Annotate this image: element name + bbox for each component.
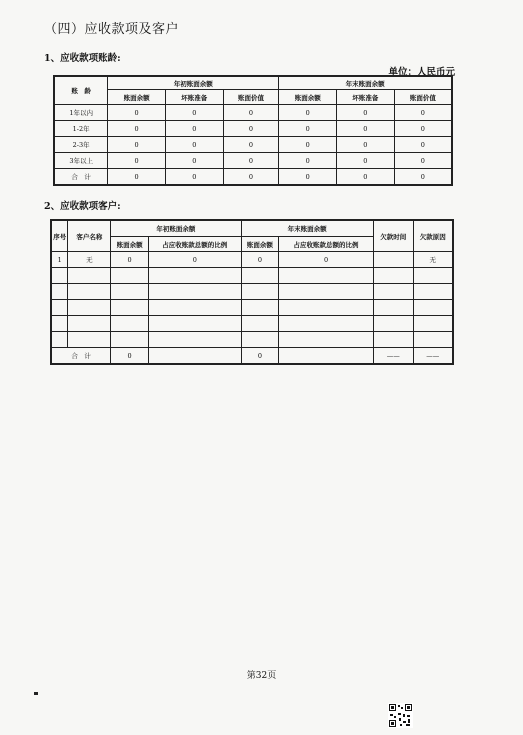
reason-col-header: 欠款原因 bbox=[413, 220, 453, 252]
page-number: 第32页 bbox=[246, 671, 277, 681]
col-header: 账面余额 bbox=[111, 237, 149, 252]
cell: 0 bbox=[241, 252, 279, 268]
row-label: 2-3年 bbox=[54, 137, 108, 153]
cell: 0 bbox=[394, 169, 452, 186]
table-row bbox=[51, 284, 453, 300]
cell: 0 bbox=[279, 252, 373, 268]
cell: 0 bbox=[165, 105, 223, 121]
row-label: 合 计 bbox=[51, 348, 111, 365]
cell: 0 bbox=[165, 153, 223, 169]
cell: 0 bbox=[337, 105, 395, 121]
table-row bbox=[54, 105, 452, 121]
col-header: 账面价值 bbox=[223, 90, 279, 105]
cell: 0 bbox=[394, 121, 452, 137]
cell: 0 bbox=[165, 121, 223, 137]
row-label: 合 计 bbox=[54, 169, 108, 186]
cell: 0 bbox=[223, 121, 279, 137]
col-header: 占应收账款总额的比例 bbox=[279, 237, 373, 252]
table-row bbox=[51, 252, 453, 268]
cell: 0 bbox=[108, 169, 166, 186]
cell: 0 bbox=[108, 121, 166, 137]
col-header: 坏账准备 bbox=[165, 90, 223, 105]
cell: —— bbox=[373, 348, 413, 365]
cell: 0 bbox=[223, 105, 279, 121]
time-col-header: 欠款时间 bbox=[373, 220, 413, 252]
cell: 1 bbox=[51, 252, 68, 268]
cell: 0 bbox=[165, 137, 223, 153]
cell: 0 bbox=[223, 137, 279, 153]
col-header: 账面余额 bbox=[279, 90, 337, 105]
aging-col-header: 账 龄 bbox=[54, 76, 108, 105]
cell: 0 bbox=[394, 105, 452, 121]
total-row bbox=[54, 169, 452, 186]
table-row bbox=[51, 300, 453, 316]
name-col-header: 客户名称 bbox=[68, 220, 111, 252]
cell: 0 bbox=[337, 169, 395, 186]
cell: 0 bbox=[241, 348, 279, 365]
begin-balance-group: 年初账面余额 bbox=[111, 220, 241, 237]
col-header: 账面余额 bbox=[108, 90, 166, 105]
cell: 0 bbox=[337, 121, 395, 137]
cell: 0 bbox=[279, 105, 337, 121]
col-header: 占应收账款总额的比例 bbox=[149, 237, 241, 252]
cell: 0 bbox=[394, 137, 452, 153]
cell: 0 bbox=[279, 121, 337, 137]
cell: 0 bbox=[394, 153, 452, 169]
table-row bbox=[54, 137, 452, 153]
cell: 0 bbox=[337, 153, 395, 169]
end-balance-group: 年末账面余额 bbox=[241, 220, 373, 237]
cell: 0 bbox=[108, 137, 166, 153]
cell: 0 bbox=[111, 252, 149, 268]
cell: —— bbox=[413, 348, 453, 365]
cell: 0 bbox=[108, 105, 166, 121]
table-row bbox=[51, 268, 453, 284]
row-label: 3年以上 bbox=[54, 153, 108, 169]
section-title: （四）应收款项及客户 bbox=[44, 22, 180, 37]
customers-heading: 2、应收款项客户: bbox=[44, 201, 121, 212]
seq-col-header: 序号 bbox=[51, 220, 68, 252]
qr-code-icon bbox=[388, 703, 413, 728]
table-row bbox=[54, 153, 452, 169]
customers-table bbox=[50, 219, 454, 365]
cell: 0 bbox=[111, 348, 149, 365]
cell: 0 bbox=[149, 252, 241, 268]
cell: 0 bbox=[279, 169, 337, 186]
table-row bbox=[51, 332, 453, 348]
total-row bbox=[51, 348, 453, 365]
cell: 0 bbox=[108, 153, 166, 169]
aging-table bbox=[53, 75, 453, 186]
cell: 无 bbox=[68, 252, 111, 268]
aging-heading: 1、应收款项账龄: bbox=[44, 53, 121, 64]
col-header: 账面价值 bbox=[394, 90, 452, 105]
cell: 0 bbox=[279, 137, 337, 153]
cell: 无 bbox=[413, 252, 453, 268]
table-row bbox=[54, 121, 452, 137]
begin-balance-group: 年初账面余额 bbox=[108, 76, 279, 90]
col-header: 坏账准备 bbox=[337, 90, 395, 105]
end-balance-group: 年末账面余额 bbox=[279, 76, 452, 90]
row-label: 1-2年 bbox=[54, 121, 108, 137]
table-row bbox=[51, 316, 453, 332]
currency-unit: 单位：人民币元 bbox=[388, 67, 455, 78]
cell: 0 bbox=[337, 137, 395, 153]
cell: 0 bbox=[165, 169, 223, 186]
scan-mark bbox=[34, 692, 38, 695]
row-label: 1年以内 bbox=[54, 105, 108, 121]
cell: 0 bbox=[223, 169, 279, 186]
col-header: 账面余额 bbox=[241, 237, 279, 252]
cell: 0 bbox=[279, 153, 337, 169]
cell bbox=[373, 252, 413, 268]
cell: 0 bbox=[223, 153, 279, 169]
